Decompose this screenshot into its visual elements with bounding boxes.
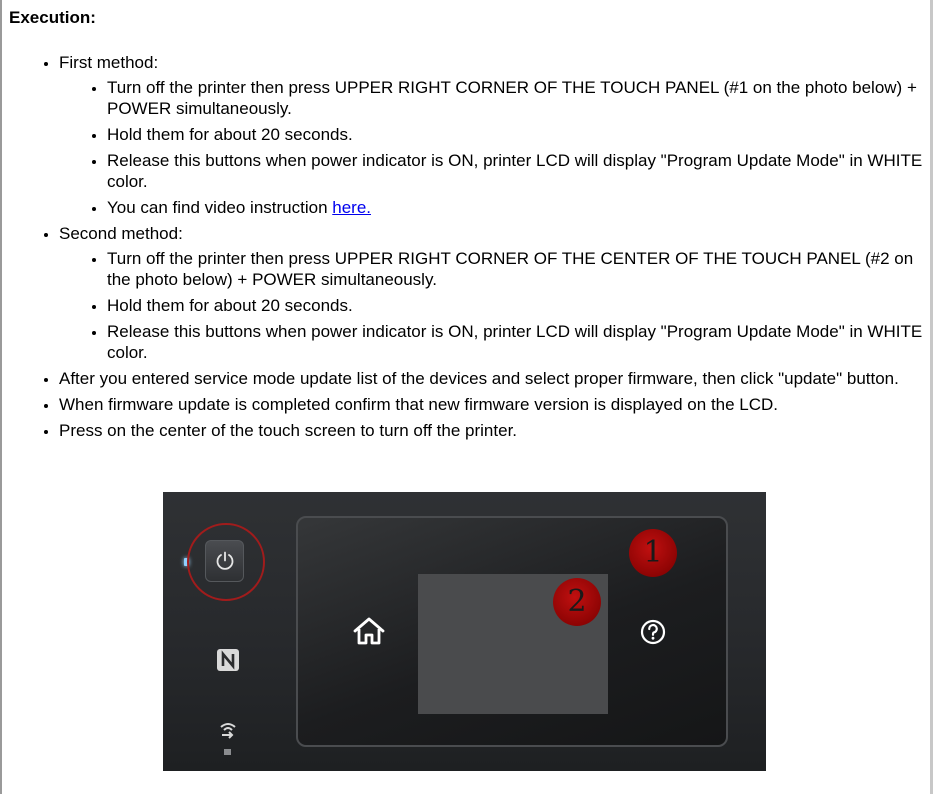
list-item: • Turn off the printer then press UPPER RIGHT CORNER OF THE TOUCH PANEL (#1 on the photo below) + POWER simultaneously. (107, 77, 925, 119)
list-item: • Turn off the printer then press UPPER RIGHT CORNER OF THE CENTER OF THE TOUCH PANEL (#2 on the photo below) + POWER simultaneously. (107, 248, 925, 290)
second-method-label: Second method: (59, 224, 183, 243)
printer-panel-photo (163, 492, 766, 771)
list-item: • Release this buttons when power indicator is ON, printer LCD will display "Program Update Mode" in WHITE color. (107, 150, 925, 192)
list-item (59, 52, 925, 218)
instruction-list (0, 52, 925, 446)
help-icon (640, 619, 666, 645)
first-method-label: First method: (59, 53, 159, 72)
list-item: • Release this buttons when power indicator is ON, printer LCD will display "Program Update Mode" in WHITE color. (107, 321, 925, 363)
first-method-steps (59, 77, 925, 218)
list-item: • Hold them for about 20 seconds. (107, 124, 925, 145)
marker-2: 2 (553, 578, 601, 626)
list-item (107, 197, 925, 218)
video-instruction-link[interactable]: here. (332, 198, 371, 217)
list-item (59, 223, 925, 363)
list-item: • After you entered service mode update list of the devices and select proper firmware, then click "update" button. (59, 368, 925, 389)
section-heading: Execution: (9, 8, 96, 27)
list-item: • Press on the center of the touch screen to turn off the printer. (59, 420, 925, 441)
list-item: • When firmware update is completed confirm that new firmware version is displayed on the LCD. (59, 394, 925, 415)
list-item: • Hold them for about 20 seconds. (107, 295, 925, 316)
home-icon (352, 616, 386, 646)
nfc-icon (216, 648, 240, 672)
wifi-direct-icon (218, 721, 238, 741)
video-text: You can find video instruction (107, 198, 333, 217)
second-method-steps (59, 248, 925, 363)
wifi-indicator-light (224, 749, 231, 755)
power-highlight-circle (187, 523, 265, 601)
marker-1: 1 (629, 529, 677, 577)
